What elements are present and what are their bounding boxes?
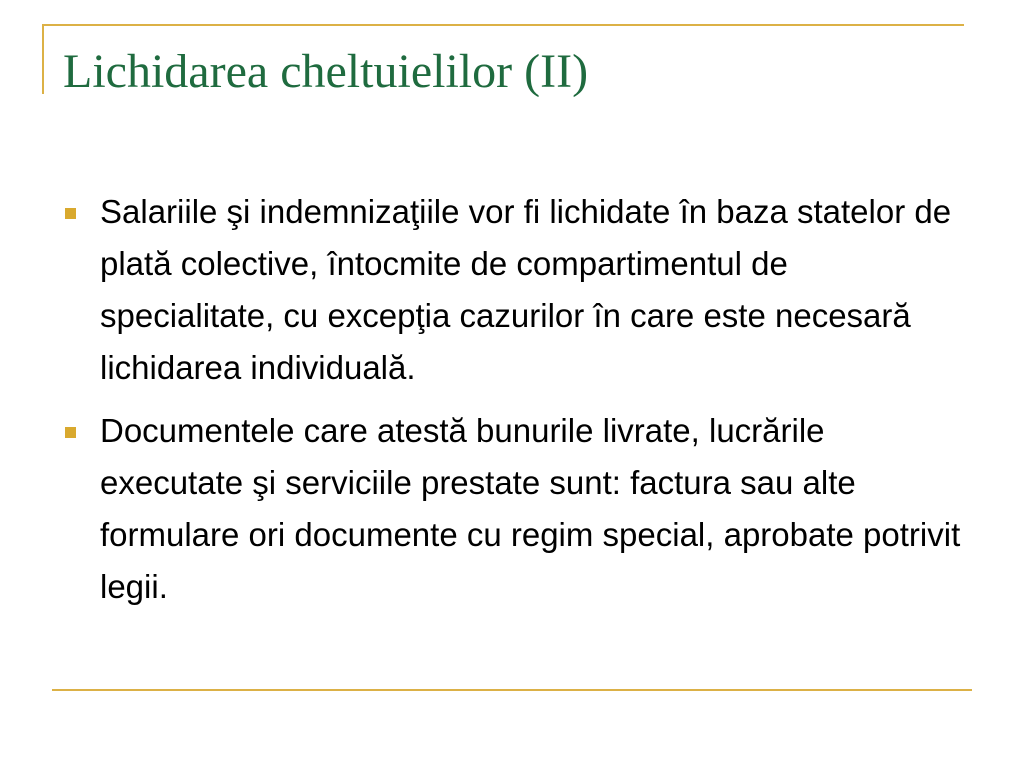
bullet-text: Salariile şi indemnizaţiile vor fi lichidate în baza statelor de plată colective, întocmite de compartimentul de specialitate, cu excepţia cazurilor în care este necesară lichidarea individuală. — [100, 193, 952, 386]
bullet-list — [62, 186, 962, 624]
slide-title: Lichidarea cheltuielilor (II) — [63, 45, 589, 98]
square-bullet-icon — [65, 208, 76, 219]
left-divider-line — [42, 24, 44, 94]
bullet-item — [62, 186, 962, 394]
bottom-divider-line — [52, 689, 972, 691]
top-divider-line — [42, 24, 964, 26]
bullet-item — [62, 405, 962, 613]
square-bullet-icon — [65, 427, 76, 438]
bullet-text: Documentele care atestă bunurile livrate, lucrările executate şi serviciile prestate sunt: factura sau alte formulare ori documente cu regim special, aprobate potrivit legii. — [100, 412, 961, 605]
